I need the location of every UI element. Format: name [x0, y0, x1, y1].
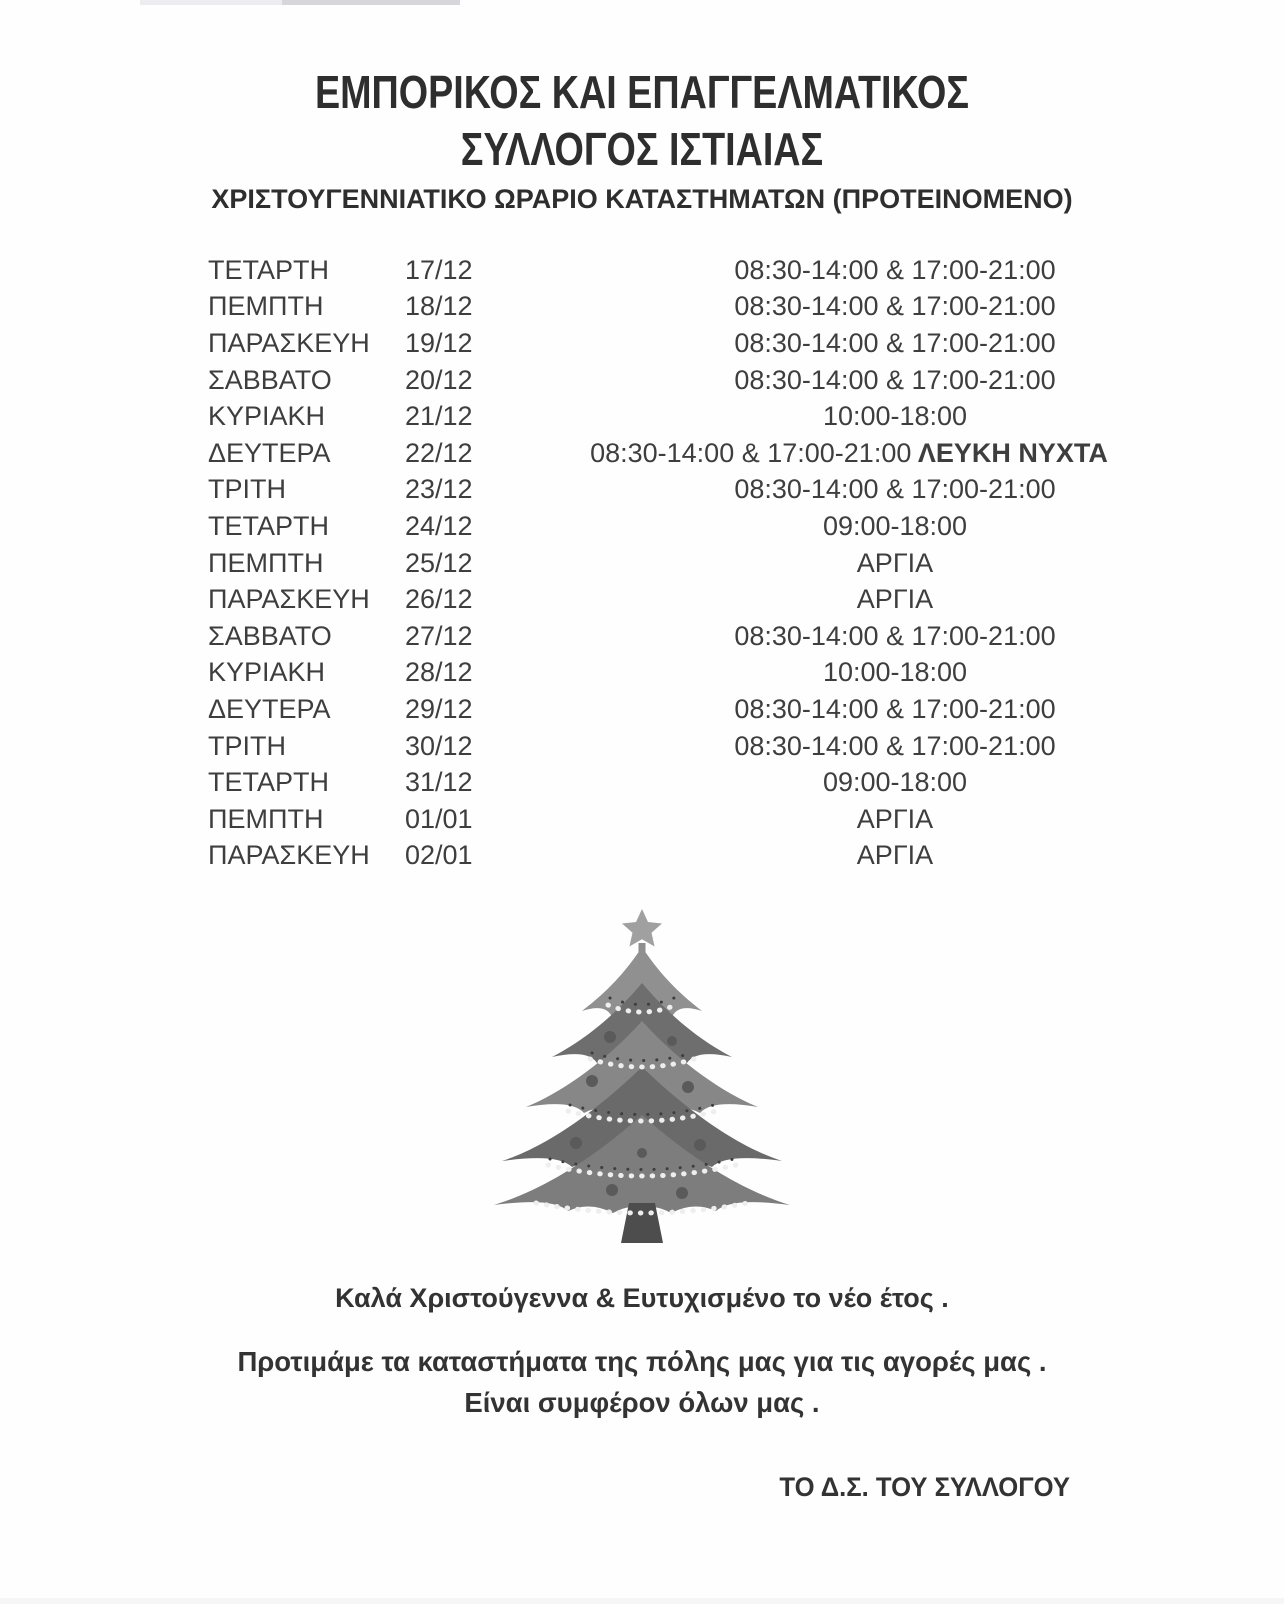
hours-cell	[560, 731, 1230, 762]
document-header	[0, 64, 1284, 215]
hours-cell	[560, 657, 1230, 688]
date-cell: 28/12	[405, 657, 473, 688]
day-cell: ΠΑΡΑΣΚΕΥΗ	[208, 327, 370, 358]
message-line-1: Προτιμάμε τα καταστήματα της πόλης μας για τις αγορές μας .	[237, 1346, 1047, 1377]
hours-cell	[560, 474, 1230, 505]
hours-cell	[560, 584, 1230, 615]
scan-artifact	[0, 1598, 1284, 1604]
day-cell: ΤΕΤΑΡΤΗ	[208, 767, 329, 798]
day-cell: ΔΕΥΤΕΡΑ	[208, 693, 331, 724]
table-row	[208, 289, 1230, 326]
page-subtitle: ΧΡΙΣΤΟΥΓΕΝΝΙΑΤΙΚΟ ΩΡΑΡΙΟ ΚΑΤΑΣΤΗΜΑΤΩΝ (ΠΡΟΤΕΙΝΟΜΕΝΟ)	[211, 184, 1073, 214]
table-row	[208, 398, 1230, 435]
date-cell: 21/12	[405, 401, 473, 432]
hours-text: 08:30-14:00 & 17:00-21:00	[734, 693, 1056, 724]
hours-text: 10:00-18:00	[822, 657, 968, 688]
table-row	[208, 581, 1230, 618]
hours-cell	[514, 438, 1184, 469]
day-cell: ΣΑΒΒΑΤΟ	[208, 620, 332, 651]
signature-text: ΤΟ Δ.Σ. ΤΟΥ ΣΥΛΛΟΓΟΥ	[779, 1472, 1070, 1502]
date-cell: 24/12	[405, 510, 473, 541]
hours-text: 09:00-18:00	[822, 767, 968, 798]
date-cell: 27/12	[405, 620, 473, 651]
scan-artifact	[282, 0, 460, 5]
hours-cell	[560, 255, 1230, 286]
table-row	[208, 252, 1230, 289]
star-icon	[622, 909, 662, 947]
day-cell: ΤΕΤΑΡΤΗ	[208, 510, 329, 541]
day-cell: ΣΑΒΒΑΤΟ	[208, 364, 332, 395]
table-row	[208, 838, 1230, 875]
date-cell: 18/12	[405, 291, 473, 322]
date-cell: 30/12	[405, 730, 473, 761]
day-cell: ΤΕΤΑΡΤΗ	[208, 254, 329, 285]
hours-cell	[560, 401, 1230, 432]
table-row	[208, 728, 1230, 765]
day-cell: ΤΡΙΤΗ	[208, 730, 286, 761]
date-cell: 20/12	[405, 364, 473, 395]
table-row	[208, 655, 1230, 692]
table-row	[208, 618, 1230, 655]
table-row	[208, 691, 1230, 728]
date-cell: 25/12	[405, 547, 473, 578]
hours-text: ΑΡΓΙΑ	[856, 584, 934, 615]
hours-text: 08:30-14:00 & 17:00-21:00	[734, 364, 1056, 395]
day-cell: ΚΥΡΙΑΚΗ	[208, 657, 326, 688]
table-row	[208, 801, 1230, 838]
hours-cell	[560, 840, 1230, 871]
table-row	[208, 362, 1230, 399]
hours-text: 08:30-14:00 & 17:00-21:00	[734, 730, 1056, 761]
hours-text: 08:30-14:00 & 17:00-21:00	[734, 620, 1056, 651]
hours-text: 08:30-14:00 & 17:00-21:00	[734, 254, 1056, 285]
day-cell: ΠΑΡΑΣΚΕΥΗ	[208, 840, 370, 871]
hours-cell	[560, 804, 1230, 835]
christmas-tree-icon	[492, 905, 792, 1245]
hours-cell	[560, 365, 1230, 396]
hours-cell	[560, 767, 1230, 798]
hours-cell	[560, 511, 1230, 542]
closing-messages	[0, 1341, 1284, 1423]
hours-text: 08:30-14:00 & 17:00-21:00	[734, 327, 1056, 358]
hours-text: 09:00-18:00	[822, 510, 968, 541]
day-cell: ΤΡΙΤΗ	[208, 474, 286, 505]
date-cell: 29/12	[405, 693, 473, 724]
date-cell: 23/12	[405, 474, 473, 505]
day-cell: ΠΕΜΠΤΗ	[208, 803, 324, 834]
hours-text: 08:30-14:00 & 17:00-21:00	[590, 437, 912, 468]
date-cell: 02/01	[405, 840, 473, 871]
page-title-line-1: ΕΜΠΟΡΙΚΟΣ ΚΑΙ ΕΠΑΓΓΕΛΜΑΤΙΚΟΣ	[314, 66, 970, 118]
hours-cell	[560, 694, 1230, 725]
hours-cell	[560, 328, 1230, 359]
table-row	[208, 325, 1230, 362]
hours-text: ΑΡΓΙΑ	[856, 547, 934, 578]
table-row	[208, 508, 1230, 545]
day-cell: ΠΕΜΠΤΗ	[208, 291, 324, 322]
date-cell: 19/12	[405, 327, 473, 358]
day-cell: ΔΕΥΤΕΡΑ	[208, 437, 331, 468]
trunk	[621, 1203, 663, 1243]
table-row	[208, 764, 1230, 801]
date-cell: 31/12	[405, 767, 473, 798]
table-row	[208, 472, 1230, 509]
schedule-table	[208, 252, 1230, 874]
table-row	[208, 435, 1230, 472]
page-title-line-2: ΣΥΛΛΟΓΟΣ ΙΣΤΙΑΙΑΣ	[460, 123, 824, 175]
message-line-2: Είναι συμφέρον όλων μας .	[464, 1387, 820, 1418]
note-text: ΛΕΥΚΗ ΝΥΧΤΑ	[911, 437, 1108, 468]
date-cell: 22/12	[405, 437, 473, 468]
day-cell: ΚΥΡΙΑΚΗ	[208, 401, 326, 432]
hours-cell	[560, 621, 1230, 652]
hours-cell	[560, 291, 1230, 322]
hours-text: 08:30-14:00 & 17:00-21:00	[734, 474, 1056, 505]
hours-text: ΑΡΓΙΑ	[856, 840, 934, 871]
scan-artifact	[140, 0, 290, 5]
date-cell: 26/12	[405, 584, 473, 615]
hours-text: 10:00-18:00	[822, 401, 968, 432]
hours-text: ΑΡΓΙΑ	[856, 803, 934, 834]
hours-text: 08:30-14:00 & 17:00-21:00	[734, 291, 1056, 322]
day-cell: ΠΑΡΑΣΚΕΥΗ	[208, 584, 370, 615]
greeting-text: Καλά Χριστούγεννα & Ευτυχισμένο το νέο έτος .	[335, 1283, 949, 1313]
hours-cell	[560, 548, 1230, 579]
date-cell: 01/01	[405, 803, 473, 834]
table-row	[208, 545, 1230, 582]
day-cell: ΠΕΜΠΤΗ	[208, 547, 324, 578]
date-cell: 17/12	[405, 254, 473, 285]
